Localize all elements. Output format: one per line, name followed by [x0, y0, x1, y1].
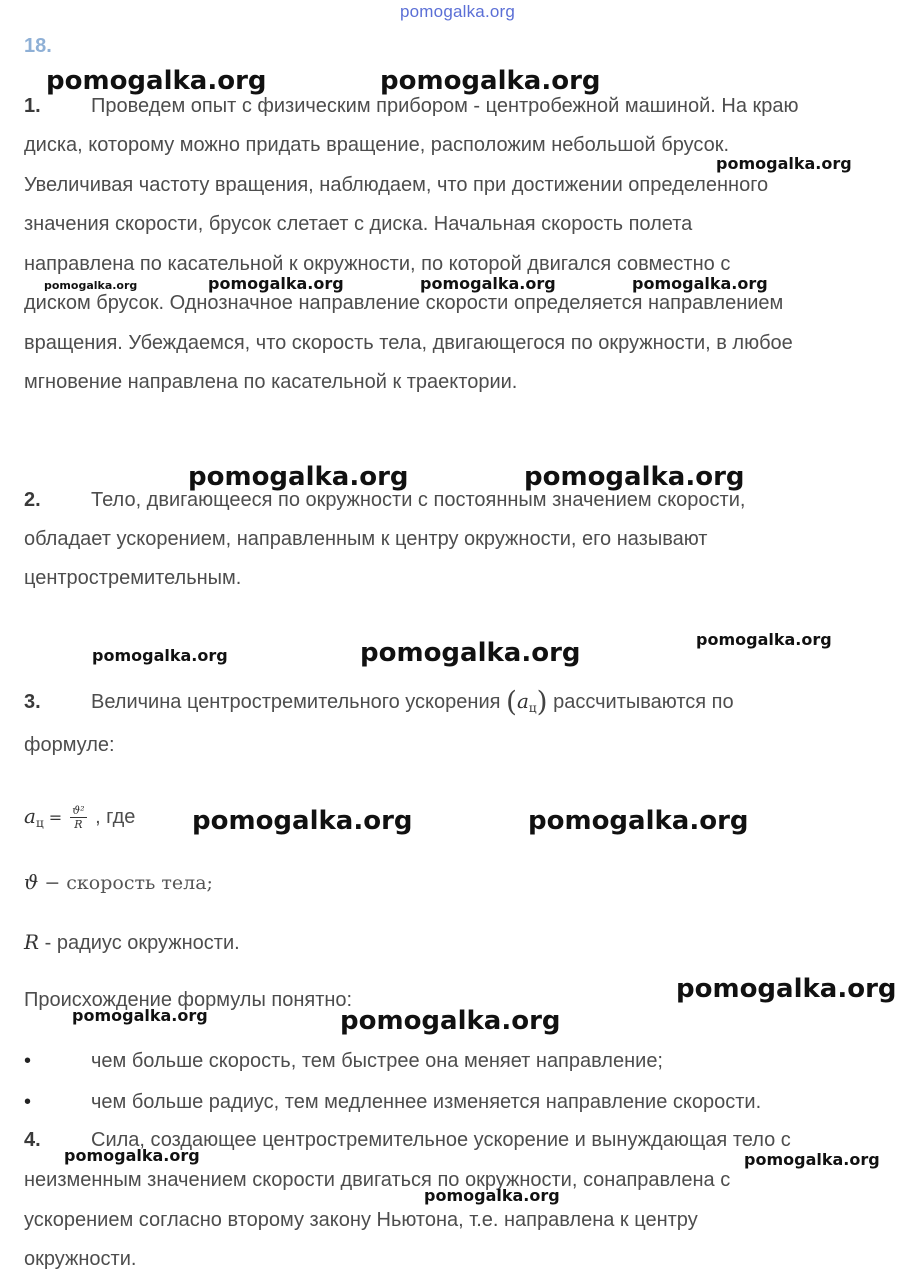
watermark: pomogalka.org: [716, 154, 852, 173]
watermark: pomogalka.org: [340, 1006, 561, 1036]
watermark: pomogalka.org: [632, 274, 768, 293]
watermark: pomogalka.org: [420, 274, 556, 293]
def-radius: R - радиус окружности.: [24, 930, 240, 954]
bullet-item-2: • чем больше радиус, тем медленнее изменяется направление скорости.: [24, 1091, 762, 1113]
watermark: pomogalka.org: [72, 1006, 208, 1025]
item2-line-2: обладает ускорением, направленным к центру окружности, его называют: [24, 528, 708, 550]
item2-line-1: 2. Тело, двигающееся по окружности с постоянным значением скорости,: [24, 489, 746, 511]
watermark: pomogalka.org: [528, 806, 749, 836]
watermark: pomogalka.org: [360, 638, 581, 668]
formula-fraction: $\frac{\text{ϑ²}}{R}$: [72, 804, 85, 832]
item2-line-3: центростремительным.: [24, 567, 242, 589]
task-number: 18.: [24, 35, 52, 57]
item4-line-1: 4. Сила, создающее центростремительное ускорение и вынуждающая тело с: [24, 1129, 791, 1151]
watermark: pomogalka.org: [192, 806, 413, 836]
watermark: pomogalka.org: [208, 274, 344, 293]
bullet-icon: •: [24, 1091, 32, 1113]
item1-line-1: 1. Проведем опыт с физическим прибором - центробежной машиной. На краю: [24, 95, 799, 117]
formula-lhs: $a_ц$: [24, 804, 44, 830]
item3-line-1: 3. Величина центростремительного ускорения $(a_ц)$ рассчитываются по: [24, 685, 734, 718]
item1-line-8: мгновение направлена по касательной к траектории.: [24, 371, 518, 393]
watermark: pomogalka.org: [424, 1186, 560, 1205]
item1-line-6: диском брусок. Однозначное направление скорости определяется направлением: [24, 292, 784, 314]
bullet-item-1: • чем больше скорость, тем быстрее она меняет направление;: [24, 1050, 663, 1072]
watermark: pomogalka.org: [92, 646, 228, 665]
item4-line-3: ускорением согласно второму закону Ньютона, т.е. направлена к центру: [24, 1209, 698, 1231]
watermark: pomogalka.org: [696, 630, 832, 649]
origin-text: Происхождение формулы понятно:: [24, 989, 353, 1011]
item3-number: 3.: [24, 691, 41, 713]
watermark: pomogalka.org: [188, 462, 409, 492]
watermark: pomogalka.org: [744, 1150, 880, 1169]
watermark: pomogalka.org: [44, 279, 138, 292]
item4-line-4: окружности.: [24, 1248, 137, 1270]
item1-line-3: Увеличивая частоту вращения, наблюдаем, что при достижении определенного: [24, 174, 769, 196]
watermark: pomogalka.org: [46, 66, 267, 96]
item1-line-7: вращения. Убеждаемся, что скорость тела, двигающегося по окружности, в любое: [24, 332, 793, 354]
item1-number: 1.: [24, 95, 41, 117]
watermark: pomogalka.org: [676, 974, 897, 1004]
watermark: pomogalka.org: [64, 1146, 200, 1165]
item1-line-2: диска, которому можно придать вращение, расположим небольшой брусок.: [24, 134, 730, 156]
accel-symbol: $a_ц$: [516, 689, 537, 715]
item1-line-5: направлена по касательной к окружности, по которой двигался совместно с: [24, 253, 731, 275]
item2-number: 2.: [24, 489, 41, 511]
watermark: pomogalka.org: [380, 66, 601, 96]
formula: $a_ц$ = $\frac{\text{ϑ²}}{R}$ , где: [24, 804, 136, 832]
site-header: pomogalka.org: [400, 2, 516, 21]
item4-number: 4.: [24, 1129, 41, 1151]
item1-line-4: значения скорости, брусок слетает с диска. Начальная скорость полета: [24, 213, 693, 235]
bullet-icon: •: [24, 1050, 32, 1072]
item3-line-2: формуле:: [24, 734, 115, 756]
item4-line-2: неизменным значением скорости двигаться по окружности, сонаправлена с: [24, 1169, 731, 1191]
watermark: pomogalka.org: [524, 462, 745, 492]
def-velocity: ϑ − скорость тела;: [24, 870, 213, 894]
